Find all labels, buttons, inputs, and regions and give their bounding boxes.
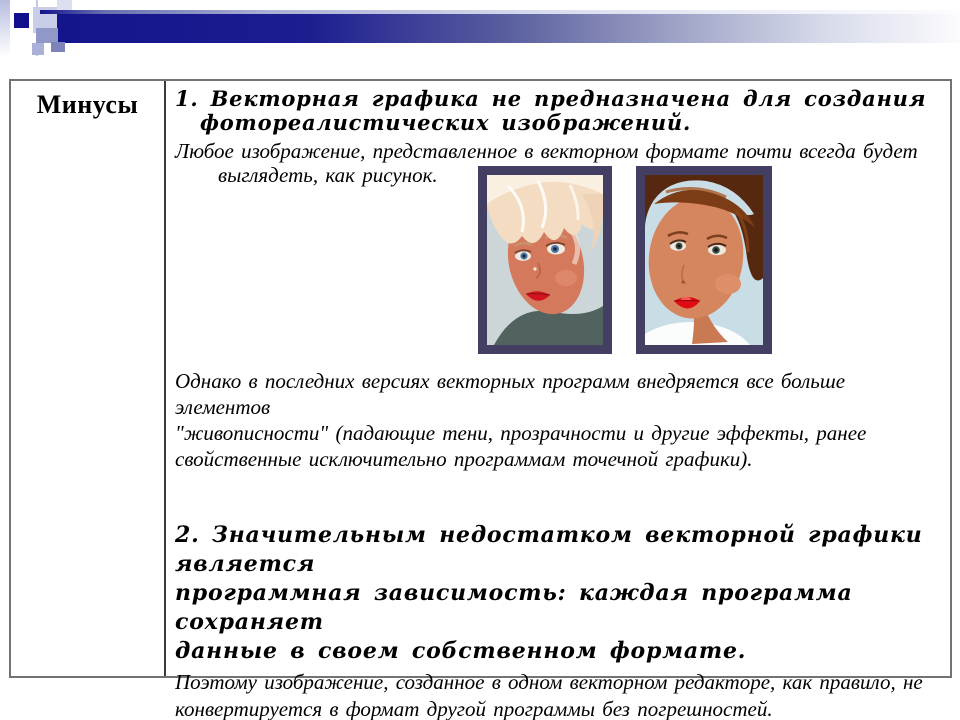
blonde-portrait-graphic (478, 166, 612, 354)
decor-left-gradient-strip (0, 0, 10, 57)
brunette-portrait-graphic (636, 166, 772, 354)
point1-note-line-1: Однако в последних версиях векторных программ внедряется все больше элементов (175, 369, 846, 419)
decor-square-medium (36, 28, 58, 43)
point1-heading (175, 87, 940, 135)
point1-heading-line-1: 1. Векторная графика не предназначена для создания (175, 86, 927, 111)
blonde-portrait-image (478, 166, 612, 354)
row-header-label: Минусы (36, 90, 139, 119)
brunette-portrait-image (636, 166, 772, 354)
point1-body-line-1: Любое изображение, представленное в векторном формате почти всегда будет (175, 139, 918, 163)
decor-gradient-bar (57, 14, 960, 43)
point2-heading (175, 521, 940, 666)
point2-heading-line-3: данные в своем собственном формате. (175, 638, 747, 664)
point1-note-line-2: "живописности" (падающие тени, прозрачности и другие эффекты, ранее (175, 421, 867, 445)
decor-square-medium-2 (51, 42, 65, 52)
point2-heading-line-1: 2. Значительным недостатком векторной графики является (175, 522, 923, 577)
point1-body-line-2: выглядеть, как рисунок. (218, 163, 438, 187)
table-row-header-cell (11, 81, 166, 676)
point1-note (175, 368, 940, 472)
point2-body-line-1: Поэтому изображение, созданное в одном векторном редакторе, как правило, не (175, 670, 923, 694)
point1-heading-line-2: фотореалистических изображений. (200, 110, 692, 135)
point2-body-line-2: конвертируется в формат другой программы без погрешностей. (175, 697, 773, 720)
point2-body (175, 669, 940, 720)
decor-square-navy (14, 13, 29, 28)
point2-heading-line-2: программная зависимость: каждая программа сохраняет (175, 580, 853, 635)
decor-square-small (32, 43, 44, 55)
header-decoration (0, 0, 960, 60)
point1-note-line-3: свойственные исключительно программам точечной графики). (175, 447, 753, 471)
